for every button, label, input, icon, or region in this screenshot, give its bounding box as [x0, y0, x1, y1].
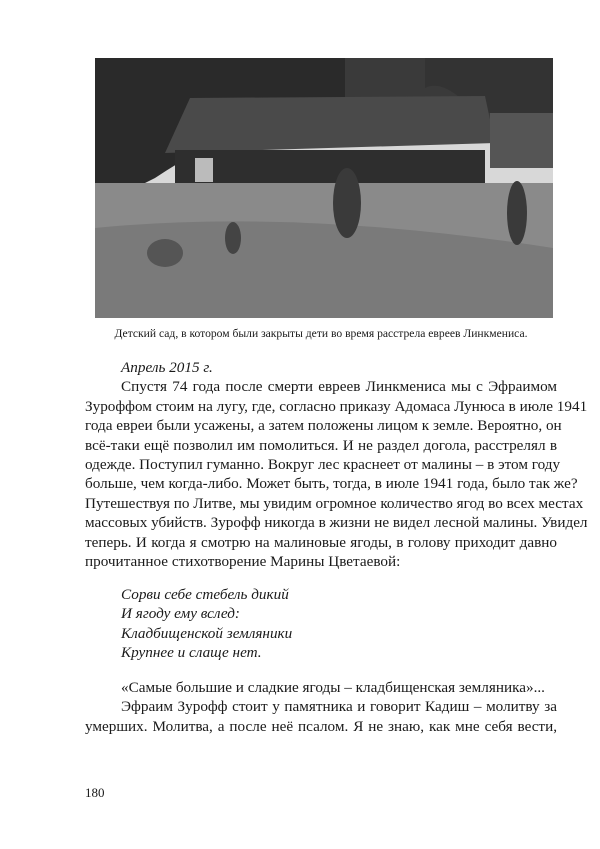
text-line: прочитанное стихотворение Марины Цветаевой: [85, 552, 401, 570]
text-line: года евреи были усажены, а затем положены лицом к земле. Вероятно, он [85, 417, 562, 435]
text-line: Эфраим Зурофф стоит у памятника и говорит Кадиш – молитву за [121, 698, 557, 716]
text-line: одежде. Поступил гуманно. Вокруг лес краснеет от малины – в этом году [85, 455, 561, 473]
text-line: больше, чем когда-либо. Может быть, тогда, в июле 1941 года, было так же? [85, 475, 578, 493]
poem [85, 585, 557, 663]
photo-shrub [225, 222, 241, 254]
photo-roof [165, 96, 495, 153]
text-line: теперь. И когда я смотрю на малиновые ягоды, в голову приходит давно [85, 533, 557, 551]
photo-window [195, 158, 213, 182]
page-number: 180 [85, 785, 105, 800]
text-line: Зуроффом стоим на лугу, где, согласно приказу Адомаса Лунюса в июле 1941 [85, 397, 588, 415]
date-line: Апрель 2015 г. [121, 359, 213, 376]
quote-line: «Самые большие и сладкие ягоды – кладбищенская земляника»... [121, 679, 545, 696]
main-text [85, 358, 588, 571]
photo-kindergarten [95, 58, 553, 318]
photo-shrub [507, 181, 527, 245]
text-line: всё-таки ещё позволил им помолиться. И не раздел догола, расстрелял в [85, 436, 557, 454]
poem-line: Сорви себе стебель дикий [121, 586, 289, 603]
figure-caption: Детский сад, в котором были закрыты дети во время расстрела евреев Линкмениса. [114, 327, 528, 340]
text-line: массовых убийств. Зурофф никогда в жизни не видел лесной малины. Увидел [85, 514, 588, 532]
photo-shrub [333, 168, 361, 238]
text-line: Путешествуя по Литве, мы увидим огромное количество ягод во всех местах [85, 494, 584, 512]
photo-shrub [147, 239, 183, 267]
text-line: Спустя 74 года после смерти евреев Линкмениса мы с Эфраимом [121, 378, 557, 396]
photo-house-right [490, 113, 553, 168]
poem-line: Крупнее и слаще нет. [121, 644, 262, 662]
poem-line: И ягоду ему вслед: [121, 605, 240, 623]
text-line: умерших. Молитва, а после неё псалом. Я не знаю, как мне себя вести, [85, 717, 557, 735]
poem-line: Кладбищенской земляники [121, 624, 293, 642]
photo-house-wall [175, 150, 485, 188]
closing-text [85, 678, 557, 736]
